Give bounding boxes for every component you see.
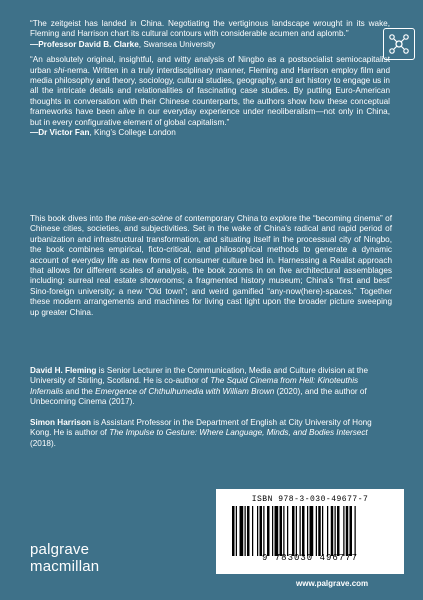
barcode-stripe — [316, 506, 317, 556]
barcode-number: 9 783030 496777 — [261, 553, 358, 563]
isbn-text: ISBN 978-3-030-49677-7 — [251, 495, 369, 504]
endorsement-quote: “The zeitgeist has landed in China. Negotiating the vertiginous landscape wrought in its wake, Fleming and Harrison chart its cultural contours with considerable acumen and aplomb.” — [30, 19, 390, 39]
barcode-stripe — [355, 506, 356, 556]
barcode-stripe — [232, 506, 235, 556]
barcode-stripe — [302, 506, 305, 556]
barcode-stripe — [307, 506, 308, 556]
barcode-stripe — [260, 506, 263, 556]
barcode-stripe — [283, 506, 284, 556]
barcode-stripe — [257, 506, 258, 556]
barcode-panel — [216, 489, 404, 574]
barcode-stripe — [292, 506, 295, 556]
endorsements — [30, 19, 390, 143]
endorsement-1 — [30, 19, 390, 50]
barcode-stripe — [240, 506, 244, 556]
barcode-icon — [232, 506, 394, 556]
publisher-logo-palgrave: palgrave — [30, 541, 90, 558]
barcode-stripe — [331, 506, 334, 556]
barcode-stripe — [300, 506, 301, 556]
endorsement-attribution: —Dr Victor Fan, King’s College London — [30, 128, 176, 138]
publisher-url[interactable]: www.palgrave.com — [296, 579, 369, 588]
barcode-stripe — [252, 506, 253, 556]
barcode-stripe — [335, 506, 336, 556]
barcode-stripe — [346, 506, 349, 556]
barcode-stripe — [247, 506, 250, 556]
barcode-stripe — [267, 506, 270, 556]
barcode-stripe — [318, 506, 321, 556]
endorsement-2: “An absolutely original, insightful, and witty analysis of Ningbo as a postsocialist semiocapitalist urban shi-nema. Written in a truly interdisciplinary manner, Fleming and Harrison employ film and media philosophy and theory, sociology, cultural studies, geography, and art history to engage us in all the intricate details and relationalities of fascinating case studies. By putting Euro-American thoughts in conversation with their Chinese counterparts, the authors show how these conceptual frameworks have been alive in our everyday experience under neoliberalism—not only in China, but in every configurative element of global capitalism.” —Dr Victor Fan, King’s College London — [30, 55, 391, 138]
publisher-logo-macmillan: macmillan — [30, 558, 100, 575]
author-bio-harrison: Simon Harrison is Assistant Professor in the Department of English at City University of Hong Kong. He is author of The Impulse to Gesture: Where Language, Minds, and Bodies Intersect (2018). — [30, 418, 372, 448]
barcode-stripe — [343, 506, 344, 556]
barcode-stripe — [245, 506, 246, 556]
barcode-stripe — [287, 506, 288, 556]
barcode-stripe — [350, 506, 353, 556]
barcode-stripe — [275, 506, 279, 556]
author-bio-fleming: David H. Fleming is Senior Lecturer in the Communication, Media and Culture division at the University of Stirling, Scotland. He is co-author of The Squid Cinema from Hell: Kinoteuthis Infernalis and the Emergence of Chthulhumedia with William Brown (2020), and the author of Unbecoming Cinema (2017). — [30, 366, 369, 407]
barcode-stripe — [337, 506, 340, 556]
barcode-stripe — [296, 506, 297, 556]
barcode-stripe — [310, 506, 314, 556]
barcode-stripe — [263, 506, 264, 556]
endorsement-attribution: —Professor David B. Clarke, Swansea University — [30, 39, 216, 49]
book-summary: This book dives into the mise-en-scène of contemporary China to explore the “becoming cinema” of Chinese cities, societies, and subjectivities. Set in the wake of China’s radical and rapid period of urbanization and infrastructural transformation, and situating itself in the processual city of Ningbo, the book combines empirical, ficto-critical, and philosophical methods to generate a dynamic account of everyday life as new forms of consumer culture bed in. Harnessing a Realist approach that allows for different scales of analysis, the book zooms in on five architectural assemblages including: surreal real estate showrooms; a fragmented history museum; China’s “first and best” Sino-foreign university; a new “Old town”; and weird gamified “any-now(here)-spaces.” Together these modern arrangements and machines for living cast light upon the broader picture sweeping up greater China. — [30, 214, 392, 317]
barcode-stripe — [236, 506, 237, 556]
barcode-stripe — [272, 506, 273, 556]
barcode-stripe — [327, 506, 328, 556]
barcode-stripe — [322, 506, 323, 556]
barcode-stripe — [280, 506, 283, 556]
